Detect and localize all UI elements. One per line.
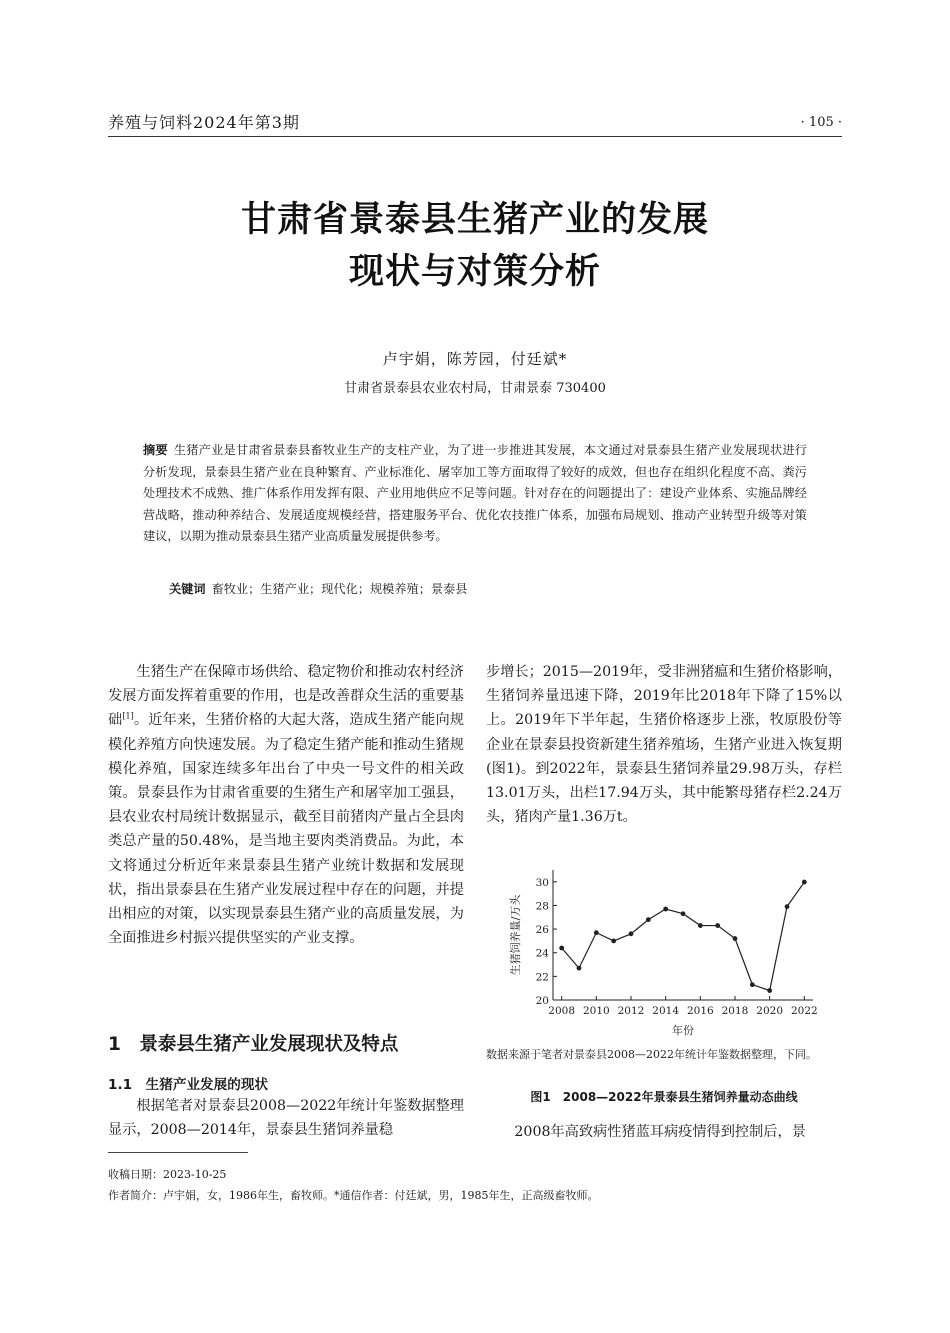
x-tick-label: 2012 — [617, 1005, 645, 1017]
data-point — [646, 917, 651, 922]
abstract — [143, 440, 807, 548]
title-line-1: 甘肃省景泰县生猪产业的发展 — [240, 200, 709, 240]
data-point — [681, 911, 686, 916]
x-tick-label: 2020 — [756, 1005, 784, 1017]
footnote-received: 收稿日期：2023-10-25 — [108, 1168, 227, 1181]
x-tick-label: 2008 — [548, 1005, 576, 1017]
x-tick-label: 2010 — [582, 1005, 610, 1017]
figure-1-chart — [505, 860, 825, 1040]
figure-note: 数据来源于笔者对景泰县2008—2022年统计年鉴数据整理，下同。 — [486, 1048, 817, 1061]
y-tick-label: 22 — [535, 971, 549, 984]
journal-header: 养殖与饲料2024年第3期 — [108, 113, 300, 132]
para1-left: 根据笔者对景泰县2008—2022年统计年鉴数据整理显示，2008—2014年，景泰县生猪饲养量稳 — [108, 1098, 464, 1139]
abstract-label: 摘要 — [143, 443, 168, 457]
affiliation: 甘肃省景泰县农业农村局，甘肃景泰 730400 — [344, 381, 606, 396]
y-tick-label: 24 — [535, 947, 549, 960]
data-point — [629, 931, 634, 936]
data-point — [750, 982, 755, 987]
paragraph-2-right — [486, 1120, 842, 1144]
data-point — [785, 904, 790, 909]
keywords — [143, 580, 807, 597]
footnote-rule — [108, 1152, 248, 1153]
x-tick-label: 2014 — [652, 1005, 680, 1017]
x-tick-label: 2022 — [790, 1005, 818, 1017]
data-point — [663, 907, 668, 912]
authors: 卢宇娟，陈芳园，付廷斌* — [382, 350, 568, 368]
data-point — [733, 936, 738, 941]
line-chart — [505, 860, 825, 1040]
section-1-1-paragraph-left — [108, 1094, 464, 1142]
x-tick-label: 2016 — [686, 1005, 714, 1017]
data-point — [715, 923, 720, 928]
header-rule — [108, 136, 842, 137]
y-tick-label: 28 — [535, 900, 549, 913]
data-point — [611, 939, 616, 944]
y-tick-label: 20 — [535, 995, 549, 1007]
intro-citation: [1] — [122, 711, 134, 721]
footnote-author-bio: 作者简介：卢宇娟，女，1986年生，畜牧师。*通信作者：付廷斌，男，1985年生，正高级畜牧师。 — [108, 1189, 599, 1202]
data-point — [594, 930, 599, 935]
keywords-label: 关键词 — [169, 582, 206, 596]
section-1-1-paragraph-right — [486, 660, 842, 829]
y-tick-label: 30 — [535, 876, 549, 889]
keywords-text: 畜牧业；生猪产业；现代化；规模养殖；景泰县 — [211, 582, 468, 596]
data-point — [802, 880, 807, 885]
series-line — [562, 882, 805, 990]
intro-text-a: 生猪生产在保障市场供给、稳定物价和推动农村经济发展方面发挥着重要的作用，也是改善群众生活的重要基础 — [108, 664, 464, 729]
x-axis-label: 年份 — [672, 1024, 694, 1037]
data-point — [577, 966, 582, 971]
data-point — [698, 923, 703, 928]
data-point — [559, 946, 564, 951]
section-heading-1-1: 1.1 生猪产业发展的现状 — [108, 1077, 269, 1093]
title-line-2: 现状与对策分析 — [348, 252, 601, 292]
intro-paragraph — [108, 660, 464, 950]
section-heading-1: 1 景泰县生猪产业发展现状及特点 — [108, 1034, 399, 1055]
abstract-text: 生猪产业是甘肃省景泰县畜牧业生产的支柱产业，为了进一步推进其发展，本文通过对景泰县生猪产业发展现状进行分析发现，景泰县生猪产业在良种繁育、产业标准化、屠宰加工等方面取得了较好的成效，但也存在组织化程度不高、粪污处理技术不成熟、推广体系作用发挥有限、产业用地供应不足等问题。针对存在的问题提出了：建设产业体系、实施品牌经营战略，推动种养结合、发展适度规模经营，搭建服务平台、优化农技推广体系，加强布局规划、推动产业转型升级等对策建议，以期为推动景泰县生猪产业高质量发展提供参考。 — [143, 443, 808, 543]
y-tick-label: 26 — [535, 924, 549, 937]
data-point — [767, 988, 772, 993]
para2-right: 2008年高致病性猪蓝耳病疫情得到控制后，景 — [514, 1124, 806, 1140]
intro-text-b: 。近年来，生猪价格的大起大落，造成生猪产能向规模化养殖方向快速发展。为了稳定生猪产能和推动生猪规模化养殖，国家连续多年出台了中央一号文件的相关政策。景泰县作为甘肃省重要的生猪生产和屠宰加工强县，县农业农村局统计数据显示，截至目前猪肉产量占全县肉类总产量的50.48%，是当地主要肉类消费品。为此，本文将通过分析近年来景泰县生猪产业统计数据和发展现状，指出景泰县在生猪产业发展过程中存在的问题，并提出相应的对策，以实现景泰县生猪产业的高质量发展，为全面推进乡村振兴提供坚实的产业支撑。 — [108, 712, 464, 947]
page-number: · 105 · — [800, 115, 842, 130]
figure-caption: 图1 2008—2022年景泰县生猪饲养量动态曲线 — [530, 1090, 798, 1104]
y-axis-label: 生猪饲养量/万头 — [509, 894, 522, 976]
article-title — [0, 194, 950, 298]
para1-right: 步增长；2015—2019年，受非洲猪瘟和生猪价格影响，生猪饲养量迅速下降，2019年比2018年下降了15%以上。2019年下半年起，生猪价格逐步上涨，牧原股份等企业在景泰县投资新建生猪养殖场，生猪产业进入恢复期(图1)。到2022年，景泰县生猪饲养量29.98万头，存栏13.01万头，出栏17.94万头，其中能繁母猪存栏2.24万头，猪肉产量1.36万t。 — [486, 664, 842, 826]
x-tick-label: 2018 — [721, 1005, 749, 1017]
